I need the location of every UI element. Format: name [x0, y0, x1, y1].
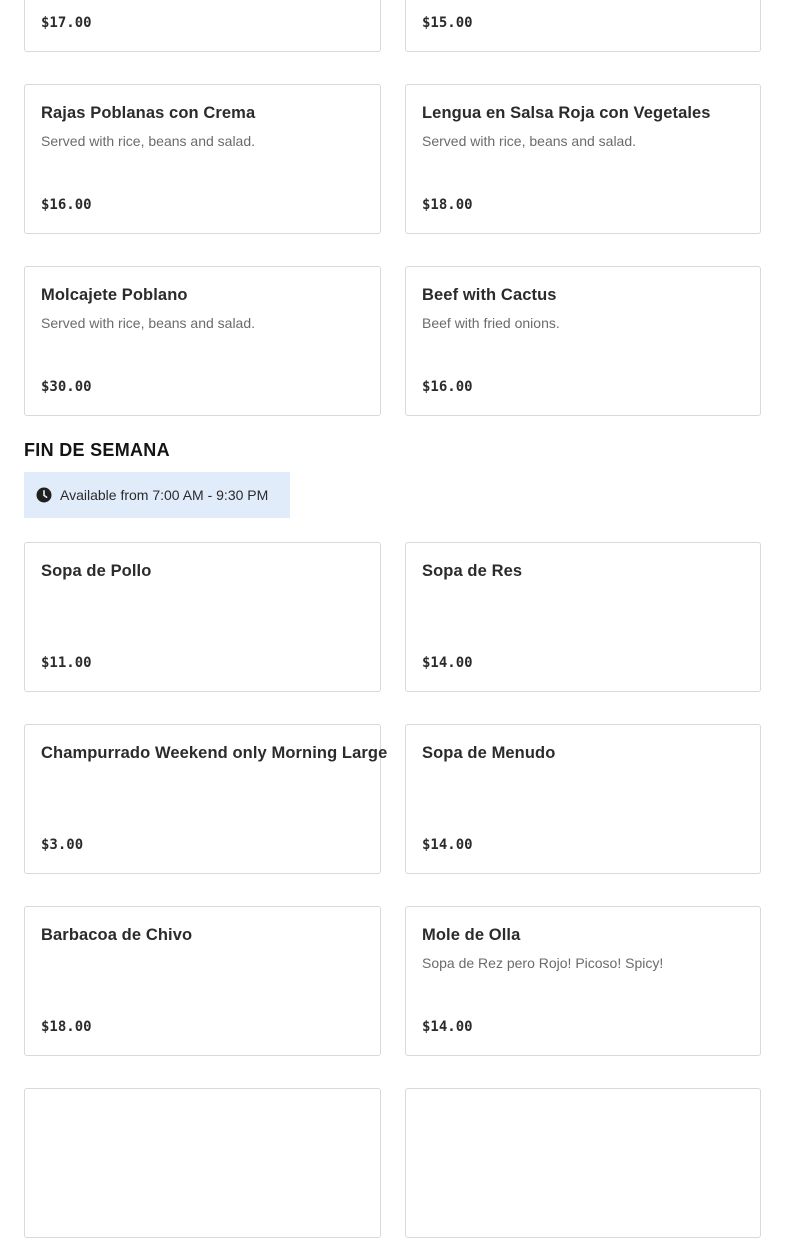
item-description: Sopa de Rez pero Rojo! Picoso! Spicy! — [422, 955, 664, 971]
item-name: Champurrado Weekend only Morning Large — [41, 744, 388, 762]
item-name: Sopa de Pollo — [41, 562, 152, 580]
menu-item-card[interactable] — [405, 266, 761, 416]
item-description: Beef with fried onions. — [422, 315, 560, 331]
item-name: Sopa de Menudo — [422, 744, 556, 762]
menu-item-card[interactable] — [405, 906, 761, 1056]
item-price: $18.00 — [41, 1019, 92, 1035]
menu-item-card[interactable] — [405, 724, 761, 874]
menu-item-card[interactable] — [24, 542, 381, 692]
item-price: $14.00 — [422, 837, 473, 853]
item-price: $11.00 — [41, 655, 92, 671]
item-description: Served with rice, beans and salad. — [41, 133, 256, 149]
item-description: Served with rice, beans and salad. — [41, 315, 256, 331]
item-price: $16.00 — [422, 379, 473, 395]
menu-item-card[interactable] — [24, 1088, 381, 1238]
item-name: Mole de Olla — [422, 926, 521, 944]
menu-item-card[interactable] — [24, 0, 381, 52]
item-price: $16.00 — [41, 197, 92, 213]
availability-badge — [24, 472, 290, 518]
item-price: $17.00 — [41, 15, 92, 31]
item-price: $14.00 — [422, 655, 473, 671]
menu-item-card[interactable] — [24, 84, 381, 234]
section-title: FIN DE SEMANA — [24, 440, 170, 460]
menu-item-card[interactable] — [405, 84, 761, 234]
item-price: $18.00 — [422, 197, 473, 213]
item-price: $15.00 — [422, 15, 473, 31]
menu-item-card[interactable] — [24, 266, 381, 416]
item-description: Served with rice, beans and salad. — [422, 133, 637, 149]
item-name: Rajas Poblanas con Crema — [41, 104, 256, 122]
menu-item-card[interactable] — [405, 542, 761, 692]
item-name: Beef with Cactus — [422, 286, 557, 304]
item-price: $14.00 — [422, 1019, 473, 1035]
clock-icon — [35, 486, 53, 504]
item-price: $3.00 — [41, 837, 84, 853]
item-name: Sopa de Res — [422, 562, 523, 580]
menu-item-card[interactable] — [24, 724, 388, 874]
item-name: Molcajete Poblano — [41, 286, 188, 304]
item-price: $30.00 — [41, 379, 92, 395]
menu-item-card[interactable] — [405, 1088, 761, 1238]
availability-text: Available from 7:00 AM - 9:30 PM — [60, 487, 269, 503]
item-name: Barbacoa de Chivo — [41, 926, 193, 944]
menu-item-card[interactable] — [405, 0, 761, 52]
item-name: Lengua en Salsa Roja con Vegetales — [422, 104, 711, 122]
menu-item-card[interactable] — [24, 906, 381, 1056]
